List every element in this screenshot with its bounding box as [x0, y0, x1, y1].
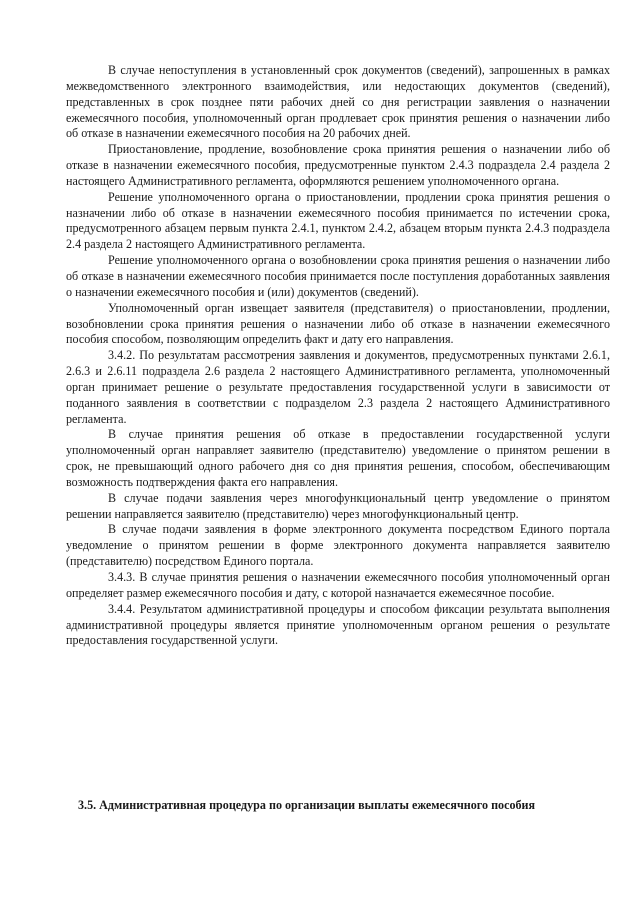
paragraph-3-4-2: 3.4.2. По результатам рассмотрения заявления и документов, предусмотренных пунктами 2.6.1, 2.6.3 и 2.6.11 подраздела 2.6 раздела 2 настоящего Административного регламента, уполномоченный орган принимает решение о результате предоставления государственной услуги в зависимости от поданного заявления в соответствии с подразделом 2.3 раздела 2 настоящего Административного регламента. [66, 348, 610, 426]
paragraph-3-4-3: 3.4.3. В случае принятия решения о назначении ежемесячного пособия уполномоченный орган определяет размер ежемесячного пособия и дату, с которой назначается ежемесячное пособие. [66, 570, 610, 600]
section-heading: 3.5. Административная процедура по организации выплаты ежемесячного пособия [78, 798, 536, 812]
paragraph-mfc-notice: В случае подачи заявления через многофункциональный центр уведомление о принятом решении направляется заявителю (представителю) через многофункциональный центр. [66, 490, 610, 521]
paragraph-suspension-extension: В случае непоступления в установленный срок документов (сведений), запрошенных в рамках межведомственного электронного взаимодействия, или недостающих документов (сведений), представленных в срок позднее пяти рабочих дней со дня регистрации заявления о назначении ежемесячного пособия, уполномоченный орган продлевает срок принятия решения о назначении либо об отказе в назначении ежемесячного пособия на 20 рабочих дней. [66, 63, 610, 141]
paragraph-portal-notice: В случае подачи заявления в форме электронного документа посредством Единого портала уведомление о принятом решении в форме электронного документа направляется заявителю (представителю) посредством Единого портала. [66, 522, 610, 569]
body-text [66, 63, 610, 649]
paragraph-resumption-decision: Решение уполномоченного органа о возобновлении срока принятия решения о назначении либо об отказе в назначении ежемесячного пособия принимается после поступления доработанных заявления о назначении ежемесячного пособия и (или) документов (сведений). [66, 253, 610, 299]
paragraph-3-4-4: 3.4.4. Результатом административной процедуры и способом фиксации результата выполнения административной процедуры является принятие уполномоченным органом решения о результате предоставления государственной услуги. [66, 601, 610, 648]
paragraph-suspension-decision: Решение уполномоченного органа о приостановлении, продлении срока принятия решения о назначении либо об отказе в назначении ежемесячного пособия принимается по истечении срока, предусмотренного абзацем первым пункта 2.4.1, пунктом 2.4.2, абзацем вторым пункта 2.4.3 подраздела 2.4 раздела 2 настоящего Административного регламента. [66, 189, 610, 252]
paragraph-refusal-notice: В случае принятия решения об отказе в предоставлении государственной услуги уполномоченный орган направляет заявителю (представителю) уведомление о принятом решении в срок, не превышающий одного рабочего дня со дня принятия решения, способом, обеспечивающим возможность подтверждения факта его направления. [66, 427, 610, 489]
paragraph-decision-formalization: Приостановление, продление, возобновление срока принятия решения о назначении либо об отказе в назначении ежемесячного пособия, предусмотренные пунктом 2.4.3 подраздела 2.4 раздела 2 настоящего Административного регламента, оформляются решением уполномоченного органа. [66, 142, 610, 188]
paragraph-applicant-notification: Уполномоченный орган извещает заявителя (представителя) о приостановлении, продлении, возобновлении срока принятия решения о назначении либо об отказе в назначении ежемесячного пособия способом, позволяющим определить факт и дату его направления. [66, 300, 610, 347]
